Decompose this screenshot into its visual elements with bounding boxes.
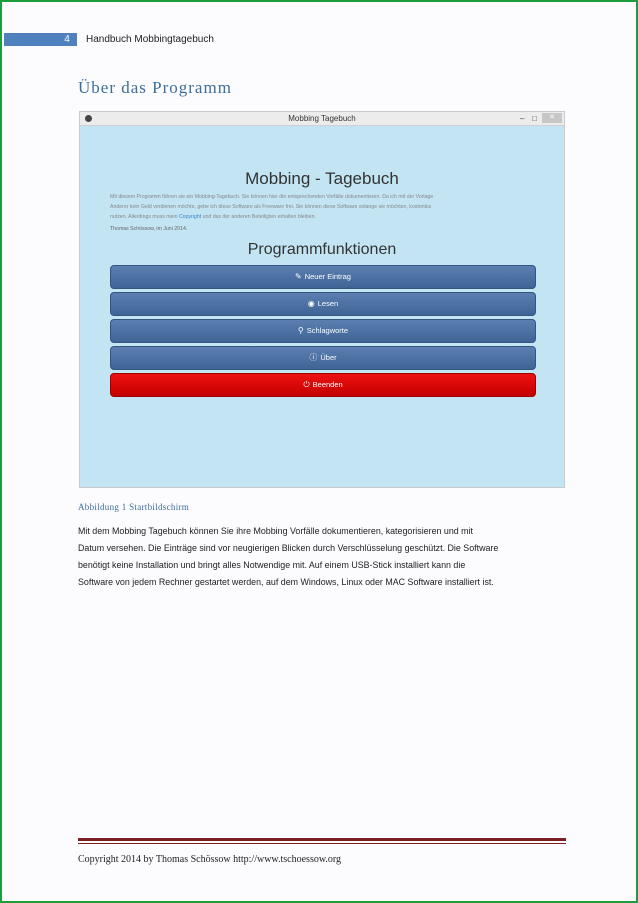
close-icon[interactable]: ✕ [542,113,562,123]
body-paragraph [78,523,574,591]
figure-caption: Abbildung 1 Startbildschirm [78,502,190,512]
info-icon: ⓘ [309,353,318,362]
body-line: Mit dem Mobbing Tagebuch können Sie ihre Mobbing Vorfälle dokumentieren, kategorisieren und mit [78,526,474,536]
body-line: Software von jedem Rechner gestartet werden, auf dem Windows, Linux oder MAC Software installiert ist. [78,577,494,587]
description-line: Mit diesem Programm führen sie ein Mobbing-Tagebuch. Sie können hier die entsprechenden Vorfälle dokumentieren. Da ich mit der Vorlage [110,194,434,200]
author-line: Thomas Schössow, im Juni 2014. [110,226,188,232]
search-icon: ⚲ [297,326,304,335]
power-icon: ⏻ [303,380,310,389]
body-line: Datum versehen. Die Einträge sind vor neugierigen Blicken durch Verschlüsselung geschützt. Die Software [78,543,499,553]
footer-copyright: Copyright 2014 by Thomas Schössow http://www.tschoessow.org [78,854,342,865]
page-number: 4 [64,34,70,45]
window-title: Mobbing Tagebuch [288,114,356,123]
keywords-button[interactable] [110,319,536,343]
button-label: Beenden [312,380,343,389]
section-title: Über das Programm [78,78,232,97]
maximize-icon[interactable]: □ [532,114,537,123]
about-button[interactable] [110,346,536,370]
eye-icon: ◉ [307,299,315,308]
window-titlebar [80,112,564,126]
description-line: Anderer kein Geld verdienen möchte, gebe ich diese Software als Freeware frei. Sie können diese Software solange sie möchten, kostenlos [110,204,432,210]
button-label: Schlagworte [306,326,349,335]
read-button[interactable] [110,292,536,316]
app-screenshot-figure [79,111,565,488]
button-label: Über [320,353,337,362]
button-label: Neuer Eintrag [304,272,351,281]
body-line: benötigt keine Installation und bringt alles Notwendige mit. Auf einem USB-Stick installiert kann die [78,560,466,570]
minimize-icon[interactable]: – [520,114,525,123]
new-entry-button[interactable] [110,265,536,289]
running-header-title: Handbuch Mobbingtagebuch [86,34,214,45]
description-text: nutzen. Allerdings muss mein [110,214,178,220]
description-line [110,212,538,222]
footer-rule-thin [78,843,566,844]
copyright-link[interactable]: Copyright [178,214,202,220]
functions-heading: Programmfunktionen [247,241,397,258]
button-label: Lesen [317,299,339,308]
app-description [110,192,538,222]
quit-button[interactable] [110,373,536,397]
description-text: und das der anderen Beteiligten erhalten bleiben. [202,214,316,220]
footer-rule [78,838,566,841]
app-title: Mobbing - Tagebuch [245,169,399,188]
edit-icon: ✎ [295,272,302,281]
